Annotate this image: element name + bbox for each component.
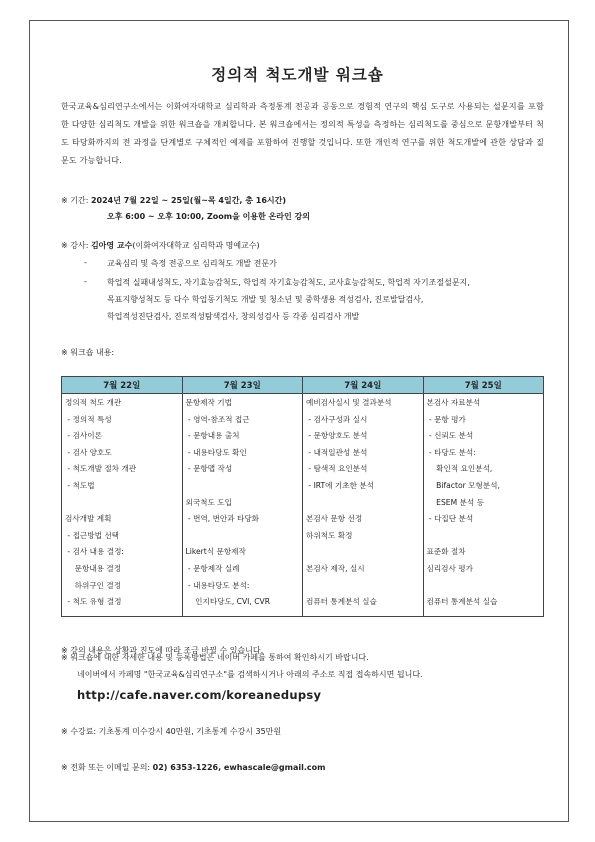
- note-cafe-info-1: ※ 워크숍에 대한 자세한 내용 및 등록방법은 네이버 카페를 통하여 확인하시기 바랍니다.: [61, 653, 369, 662]
- schedule-item: 심리검사 평가: [426, 564, 473, 573]
- schedule-item: 정의적 척도 개관: [65, 398, 122, 407]
- schedule-item: - 문항맵 작성: [185, 464, 233, 474]
- schedule-item: 문항제작 기법: [185, 398, 232, 407]
- instructor-name: 김아영 교수: [90, 241, 133, 250]
- schedule-item: - 내용타당도 분석:: [185, 580, 250, 590]
- schedule-item: 예비검사실시 및 결과분석: [306, 398, 392, 407]
- schedule-item: - IRT에 기초한 분석: [306, 481, 375, 490]
- schedule-item: - 문항양호도 분석: [306, 431, 368, 441]
- period-line-1: [61, 195, 286, 207]
- schedule-header-day-3: 7월 24일: [303, 377, 424, 394]
- schedule-item: - 접근방법 선택: [65, 530, 119, 540]
- period-dates: 2024년 7월 22일 ~ 25일(월~목 4일간, 총 16시간): [90, 196, 287, 205]
- dash-1: -: [84, 258, 87, 267]
- schedule-item: - 검사 내용 결정:: [65, 547, 124, 557]
- schedule-item: 본검사 문항 선정: [306, 514, 363, 524]
- schedule-item: - 정의적 특성: [65, 414, 112, 424]
- schedule-item: 컴퓨터 통계분석 실습: [306, 597, 377, 607]
- schedule-item: - 번역, 번안과 타당화: [185, 514, 259, 524]
- schedule-item: - 문항내용 출처: [185, 431, 240, 441]
- schedule-item: - 문항 평가: [426, 414, 466, 424]
- schedule-item: 확인적 요인분석,: [426, 464, 493, 474]
- schedule-header-day-1: 7월 22일: [62, 377, 183, 394]
- schedule-item: - 척도법: [65, 481, 95, 490]
- schedule-item: - 검사이론: [65, 431, 102, 441]
- instructor-bullet-2-line-3: 학업적성진단검사, 진로적성탐색검사, 창의성검사 등 각종 심리검사 개발: [107, 312, 360, 321]
- schedule-item: Likert식 문항제작: [185, 547, 246, 557]
- schedule-item: 표준화 절차: [426, 547, 466, 557]
- schedule-item: - 내용타당도 확인: [185, 447, 247, 457]
- instructor-affiliation: (이화여자대학교 심리학과 명예교수): [132, 241, 260, 250]
- note-cafe-info-2: 네이버에서 카페명 "한국교육&심리연구소"를 검색하시거나 아래의 주소로 직접 접속하시면 됩니다.: [77, 670, 423, 679]
- period-prefix: ※ 기간:: [61, 196, 91, 205]
- schedule-header-row: [62, 377, 544, 394]
- fee-line: ※ 수강료: 기초통계 미수강시 40만원, 기초통계 수강시 35만원: [61, 727, 282, 736]
- instructor-bullet-1: 교육심리 및 측정 전공으로 심리척도 개발 전문가: [107, 259, 277, 268]
- schedule-cell-day-4: [423, 394, 544, 617]
- schedule-item: ESEM 분석 등: [426, 497, 484, 507]
- schedule-item: - 신뢰도 분석: [426, 431, 474, 441]
- schedule-header-day-4: 7월 25일: [423, 377, 544, 394]
- instructor-prefix: ※ 강사:: [61, 241, 91, 250]
- schedule-item: Bifactor 모형분석,: [426, 481, 500, 490]
- schedule-item: 하위구인 결정: [65, 580, 122, 590]
- intro-paragraph: 한국교육&심리연구소에서는 이화여자대학교 심리학과 측정통계 전공과 공동으로 경험적 연구의 핵심 도구로 사용되는 설문지를 포함한 다양한 심리척도 개발을 위한 워크숍을 개최합니다. 본 워크숍에서는 정의적 특성을 측정하는 심리척도를 중심으로 문항개발부터 척도 타당화까지의 전 과정을 단계별로 구체적인 예제를 포함하여 진행할 것입니다. 또한 개인적 연구를 위한 척도개발에 관한 상담과 질문도 가능합니다.: [61, 102, 544, 165]
- contact-line: [61, 762, 325, 774]
- instructor-line: [61, 240, 260, 252]
- schedule-item: - 탐색적 요인분석: [306, 464, 368, 474]
- schedule-item: - 내적일관성 분석: [306, 447, 368, 457]
- schedule-cell-day-2: [182, 394, 303, 617]
- content-label: ※ 워크숍 내용:: [61, 348, 115, 357]
- schedule-item: - 척도개발 절차 개관: [65, 464, 137, 474]
- schedule-item: 검사개발 계획: [65, 514, 112, 524]
- cafe-url-link[interactable]: http://cafe.naver.com/koreanedupsy: [77, 688, 322, 702]
- schedule-cell-day-3: [303, 394, 424, 617]
- schedule-item: - 영역-참조적 접근: [185, 414, 250, 424]
- schedule-item: - 척도 유형 결정: [65, 597, 122, 607]
- instructor-bullet-2-line-2: 목표지향성척도 등 다수 학업동기척도 개발 및 청소년 및 중학생용 적성검사, 진로발달검사,: [107, 295, 424, 304]
- schedule-item: - 타당도 분석:: [426, 447, 476, 457]
- note-schedule-change: ※ 강의 내용은 상황과 진도에 따라 조금 바뀔 수 있습니다.: [61, 646, 264, 655]
- contact-prefix: ※ 전화 또는 이메일 문의:: [61, 763, 153, 772]
- schedule-item: 하위척도 확정: [306, 530, 353, 540]
- schedule-item: 외국척도 도입: [185, 497, 232, 507]
- schedule-item: - 검사구성과 실시: [306, 414, 368, 424]
- schedule-item: 본검사 제작, 실시: [306, 564, 365, 573]
- schedule-item: - 문항제작 실례: [185, 564, 240, 573]
- instructor-bullet-2-line-1: 학업적 실패내성척도, 자기효능감척도, 학업적 자기효능감척도, 교사효능감척도, 학업적 자기조절설문지,: [107, 278, 470, 287]
- schedule-item: 문항내용 결정: [65, 564, 122, 573]
- schedule-item: - 다집단 분석: [426, 514, 474, 524]
- period-line-2: 오후 6:00 ~ 오후 10:00, Zoom을 이용한 온라인 강의: [107, 212, 310, 221]
- dash-2: -: [84, 277, 87, 286]
- schedule-cell-day-1: [62, 394, 183, 617]
- schedule-item: 컴퓨터 통계분석 실습: [426, 597, 498, 607]
- schedule-item: 본검사 자료분석: [426, 398, 481, 407]
- schedule-header-day-2: 7월 23일: [182, 377, 303, 394]
- page-title: 정의적 척도개발 워크숍: [211, 66, 384, 84]
- schedule-table: [61, 376, 544, 617]
- schedule-item: 인지타당도, CVI, CVR: [185, 597, 270, 607]
- schedule-body-row: [62, 394, 544, 617]
- schedule-item: - 검사 양호도: [65, 447, 112, 457]
- contact-value: 02) 6353-1226, ewhascale@gmail.com: [152, 763, 326, 772]
